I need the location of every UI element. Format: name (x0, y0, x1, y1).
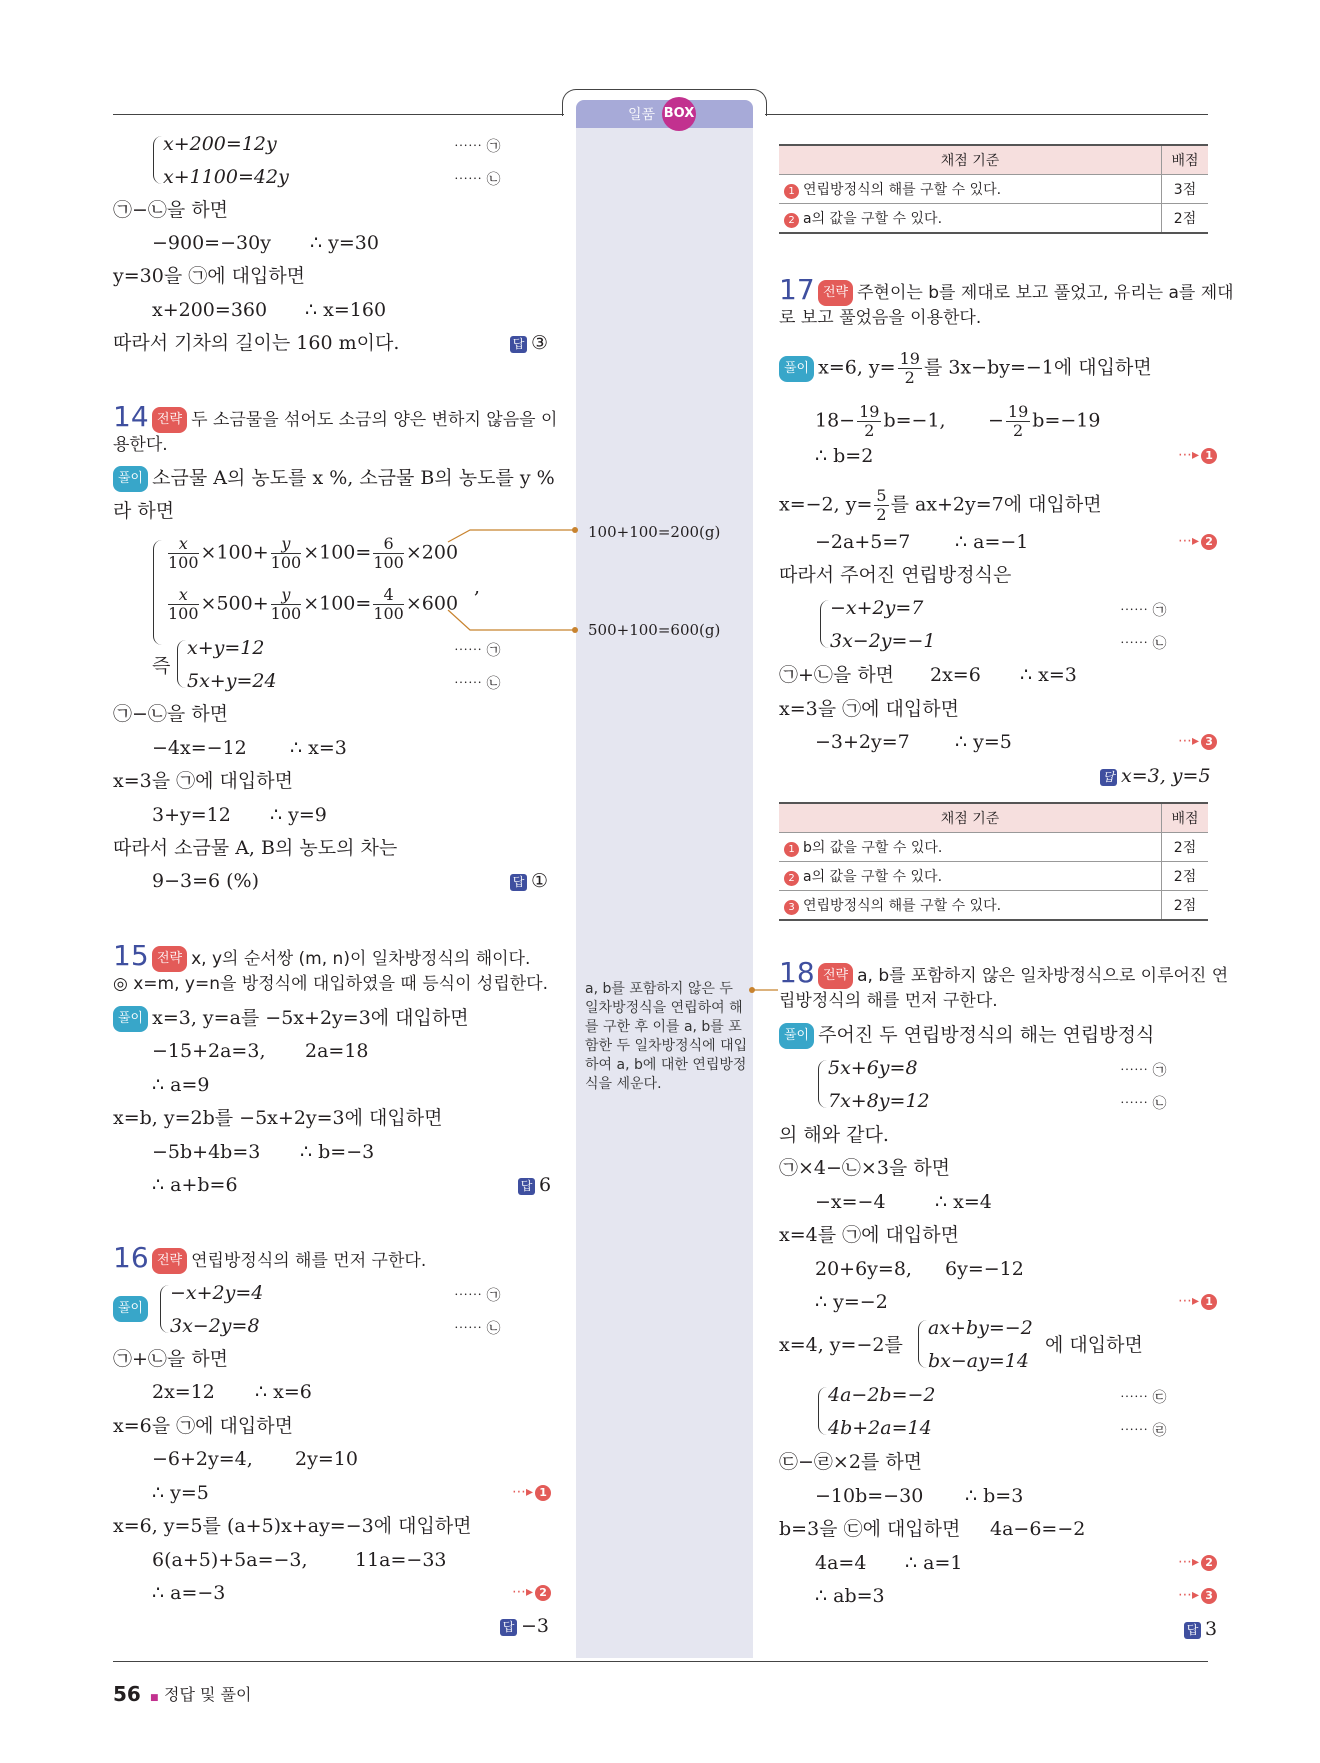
text-line: ∴ y=−2 (815, 1291, 888, 1313)
header-rule-right (765, 114, 1208, 115)
eq-marker: ⋯⋯ ㉠ (454, 139, 501, 155)
eq-marker: ⋯⋯ ㉠ (1120, 603, 1167, 619)
text-line: −10b=−30 (815, 1485, 924, 1507)
text-line: 따라서 기차의 길이는 160 m이다. (113, 332, 400, 354)
answer-icon: 답 (500, 1619, 517, 1636)
eq-marker: ⋯⋯ ㉠ (454, 643, 501, 659)
strategy-line: 전략 주현이는 b를 제대로 보고 풀었고, 유리는 a를 제대 (818, 280, 1234, 306)
text-line: ∴ b=3 (965, 1485, 1024, 1507)
strategy-line: 로 보고 풀었음을 이용한다. (779, 308, 982, 328)
step-marker: ⋯▸ 1 (512, 1484, 551, 1501)
text-line: ∴ x=160 (305, 299, 387, 321)
text-line: −3+2y=7 (815, 731, 910, 753)
text-line: ㉢−㉣×2를 하면 (779, 1451, 923, 1473)
brace (820, 600, 829, 648)
answer-icon: 답 (1184, 1622, 1201, 1639)
text-line: −900=−30y (152, 232, 271, 254)
text-line: −15+2a=3, (152, 1040, 266, 1062)
text-line: ∴ a=−1 (955, 531, 1029, 553)
text-line: ∴ a=1 (905, 1552, 963, 1574)
text-line: ∴ a=−3 (152, 1582, 226, 1604)
brace (160, 1285, 169, 1333)
problem-number: 16 (113, 1241, 149, 1274)
answer-icon: 답 (510, 874, 527, 891)
text-line: 2x=12 (152, 1381, 215, 1403)
text-line: ∴ x=3 (290, 737, 347, 759)
eq-marker: ⋯⋯ ㉢ (1120, 1390, 1167, 1406)
system-eq: 3x−2y=−1 (830, 630, 936, 652)
step-marker: ⋯▸ 1 (1178, 447, 1217, 464)
ji-label: 즉 (152, 655, 171, 677)
text-line: ㉠−㉡을 하면 (113, 703, 229, 725)
table-header: 배점 (1162, 803, 1209, 833)
tip-connector (748, 985, 778, 995)
brace (177, 640, 186, 688)
eq-marker: ⋯⋯ ㉠ (454, 1288, 501, 1304)
solution-badge: 풀이 (779, 1023, 814, 1049)
fraction-line: − $\frac{19}{2}$ b=−19 (988, 402, 1101, 440)
problem-number: 14 (113, 400, 149, 433)
system-eq: x+y=12 (187, 637, 265, 659)
text-line: 3+y=12 (152, 804, 231, 826)
step-marker: ⋯▸ 2 (512, 1584, 551, 1601)
text-line: x=3을 ㉠에 대입하면 (779, 698, 959, 720)
text-line: 따라서 주어진 연립방정식은 (779, 564, 1012, 586)
strategy-line: 용한다. (113, 435, 168, 455)
strategy-line: 립방정식의 해를 먼저 구한다. (779, 991, 998, 1011)
system-eq: 5x+6y=8 (828, 1057, 918, 1079)
answer: 답 x=3, y=5 (1100, 764, 1211, 788)
table-row: 1 b의 값을 구할 수 있다. 2점 (779, 833, 1208, 862)
answer: 답 −3 (500, 1614, 549, 1638)
header-rule-left (113, 114, 564, 115)
text-line: ∴ a=9 (152, 1074, 210, 1096)
table-row: 1 연립방정식의 해를 구할 수 있다. 3점 (779, 175, 1208, 204)
side-note: 500+100=600(g) (588, 621, 721, 639)
text-line: 2x=6 (930, 664, 981, 686)
text-line: x=6, y=5를 (a+5)x+ay=−3에 대입하면 (113, 1515, 472, 1537)
text-line: 2a=18 (305, 1040, 369, 1062)
comma: , (474, 576, 481, 598)
problem-number: 15 (113, 939, 149, 972)
answer-icon: 답 (1100, 769, 1117, 786)
eq-marker: ⋯⋯ ㉡ (454, 676, 501, 692)
strategy-badge: 전략 (818, 963, 853, 989)
solution-badge: 풀이 (113, 466, 148, 492)
text-line: ∴ y=5 (955, 731, 1012, 753)
text-line: ㉠+㉡을 하면 (113, 1348, 229, 1370)
answer-icon: 답 (518, 1178, 535, 1195)
strategy-badge: 전략 (152, 407, 187, 433)
table-row: 2 a의 값을 구할 수 있다. 2점 (779, 204, 1208, 234)
text-line: 6y=−12 (945, 1258, 1024, 1280)
text-line: ∴ ab=3 (815, 1585, 885, 1607)
grading-table (779, 144, 1208, 234)
brace (153, 136, 162, 184)
text-line: x=4를 ㉠에 대입하면 (779, 1224, 959, 1246)
answer: 답 ① (510, 869, 548, 893)
text-line: ∴ b=−3 (300, 1141, 375, 1163)
text-line: x=4, y=−2를 (779, 1334, 903, 1356)
fraction-line: x=−2, y= $\frac{5}{2}$ 를 ax+2y=7에 대입하면 (779, 486, 1102, 524)
strategy-badge: 전략 (152, 946, 187, 972)
page-number: 56 (113, 1682, 141, 1706)
system-eq: ax+by=−2 (928, 1317, 1033, 1339)
text-line: ㉠×4−㉡×3을 하면 (779, 1157, 951, 1179)
eq-marker: ⋯⋯ ㉡ (454, 172, 501, 188)
solution-badge: 풀이 (779, 356, 814, 382)
table-header: 채점 기준 (779, 803, 1162, 833)
table-row: 3 연립방정식의 해를 구할 수 있다. 2점 (779, 891, 1208, 921)
brace (153, 540, 162, 645)
answer-icon: 답 (510, 336, 527, 353)
text-line: 6(a+5)+5a=−3, (152, 1549, 308, 1571)
eq-marker: ⋯⋯ ㉣ (1120, 1423, 1167, 1439)
eq-marker: ⋯⋯ ㉡ (454, 1321, 501, 1337)
text-line: 에 대입하면 (1045, 1334, 1143, 1356)
system-eq: 4b+2a=14 (828, 1417, 932, 1439)
step-marker: ⋯▸ 1 (1178, 1293, 1217, 1310)
fraction-eq: $\frac{x}{100}$ ×500+ $\frac{y}{100}$ ×100= $\frac{4}{100}$ ×600 (168, 585, 459, 623)
text-line: y=30을 ㉠에 대입하면 (113, 265, 306, 287)
solution-badge-wrap (113, 1296, 152, 1322)
text-line: −6+2y=4, (152, 1448, 253, 1470)
brace (918, 1320, 927, 1368)
text-line: ∴ x=4 (935, 1191, 992, 1213)
text-line: 11a=−33 (355, 1549, 447, 1571)
answer: 답 6 (518, 1173, 551, 1197)
strategy-line: 전략 두 소금물을 섞어도 소금의 양은 변하지 않음을 이 (152, 407, 557, 433)
strategy-badge: 전략 (152, 1248, 187, 1274)
fraction-line: 18− $\frac{19}{2}$ b=−1, (815, 402, 946, 440)
system-eq: bx−ay=14 (928, 1350, 1029, 1372)
strategy-line: 전략 연립방정식의 해를 먼저 구한다. (152, 1248, 426, 1274)
box-circle: BOX (662, 97, 696, 131)
step-marker: ⋯▸ 2 (1178, 1554, 1217, 1571)
answer: 답 ③ (510, 331, 548, 355)
middle-box-column (576, 112, 753, 1658)
text-line: ㉠−㉡을 하면 (113, 199, 229, 221)
eq-marker: ⋯⋯ ㉡ (1120, 636, 1167, 652)
footer-label: 정답 및 풀이 (164, 1685, 252, 1704)
text-line: 20+6y=8, (815, 1258, 912, 1280)
solution-line: 풀이 x=6, y= $\frac{19}{2}$ 를 3x−by=−1에 대입하면 (779, 350, 1152, 387)
system-eq: 4a−2b=−2 (828, 1384, 936, 1406)
text-line: 따라서 소금물 A, B의 농도의 차는 (113, 837, 398, 859)
solution-line: 풀이 주어진 두 연립방정식의 해는 연립방정식 (779, 1023, 1154, 1049)
text-line: ∴ x=6 (255, 1381, 312, 1403)
strategy-line: 전략 x, y의 순서쌍 (m, n)이 일차방정식의 해이다. (152, 946, 530, 972)
answer: 답 3 (1184, 1617, 1217, 1641)
system-eq: x+1100=42y (163, 166, 289, 188)
text-line: 의 해와 같다. (779, 1124, 889, 1146)
system-eq: −x+2y=4 (170, 1282, 264, 1304)
table-row: 2 a의 값을 구할 수 있다. 2점 (779, 862, 1208, 891)
solution-line: 풀이 소금물 A의 농도를 x %, 소금물 B의 농도를 y % (113, 466, 555, 492)
solution-badge: 풀이 (113, 1296, 148, 1322)
hint-line: ◎ x=m, y=n을 방정식에 대입하였을 때 등식이 성립한다. (113, 974, 549, 994)
problem-number: 18 (779, 956, 815, 989)
side-note: 100+100=200(g) (588, 523, 721, 541)
text-line: 4a=4 (815, 1552, 867, 1574)
system-eq: −x+2y=7 (830, 597, 924, 619)
strategy-badge: 전략 (818, 280, 853, 306)
text-line: ㉠+㉡을 하면 (779, 664, 895, 686)
brace (818, 1060, 827, 1108)
text-line: x+200=360 (152, 299, 268, 321)
text-line: x=3을 ㉠에 대입하면 (113, 770, 293, 792)
step-marker: ⋯▸ 2 (1178, 533, 1217, 550)
text-line: ∴ y=9 (270, 804, 327, 826)
text-line: 4a−6=−2 (990, 1518, 1086, 1540)
box-tip: a, b를 포함하지 않은 두 일차방정식을 연립하여 해를 구한 후 이를 a, b를 포함한 두 일차방정식에 대입하여 a, b에 대한 연립방정식을 세운다. (585, 981, 748, 1092)
text-line: x=6을 ㉠에 대입하면 (113, 1415, 293, 1437)
strategy-line: 전략 a, b를 포함하지 않은 일차방정식으로 이루어진 연 (818, 963, 1228, 989)
text-line: ∴ a+b=6 (152, 1174, 238, 1196)
step-marker: ⋯▸ 3 (1178, 1587, 1217, 1604)
system-eq: 7x+8y=12 (828, 1090, 930, 1112)
text-line: −5b+4b=3 (152, 1141, 261, 1163)
connector-lines (440, 520, 580, 635)
footer-rule (113, 1661, 1208, 1662)
text-line: ∴ y=30 (310, 232, 379, 254)
text-line: ∴ y=5 (152, 1482, 209, 1504)
text-line: ∴ b=2 (815, 445, 874, 467)
solution-badge: 풀이 (113, 1006, 148, 1032)
text-line: −2a+5=7 (815, 531, 911, 553)
system-eq: x+200=12y (163, 133, 277, 155)
system-eq: 3x−2y=8 (170, 1315, 260, 1337)
system-eq: 5x+y=24 (187, 670, 277, 692)
solution-line: 풀이 x=3, y=a를 −5x+2y=3에 대입하면 (113, 1006, 469, 1032)
table-header: 배점 (1162, 145, 1209, 175)
text-line: ∴ x=3 (1020, 664, 1077, 686)
eq-marker: ⋯⋯ ㉠ (1120, 1063, 1167, 1079)
text-line: b=3을 ㉢에 대입하면 (779, 1518, 961, 1540)
box-label: 일품 (628, 107, 656, 123)
table-header: 채점 기준 (779, 145, 1162, 175)
text-line: 2y=10 (295, 1448, 358, 1470)
text-line: 9−3=6 (%) (152, 870, 260, 892)
text-line: −x=−4 (815, 1191, 886, 1213)
text-line: x=b, y=2b를 −5x+2y=3에 대입하면 (113, 1107, 443, 1129)
text-line: −4x=−12 (152, 737, 247, 759)
step-marker: ⋯▸ 3 (1178, 733, 1217, 750)
eq-marker: ⋯⋯ ㉡ (1120, 1096, 1167, 1112)
problem-number: 17 (779, 273, 815, 306)
fraction-eq: $\frac{x}{100}$ ×100+ $\frac{y}{100}$ ×100= $\frac{6}{100}$ ×200 (168, 534, 459, 572)
brace (818, 1387, 827, 1435)
grading-table (779, 802, 1208, 921)
footer-separator: ■ (150, 1693, 159, 1703)
text-line: 라 하면 (113, 500, 175, 522)
